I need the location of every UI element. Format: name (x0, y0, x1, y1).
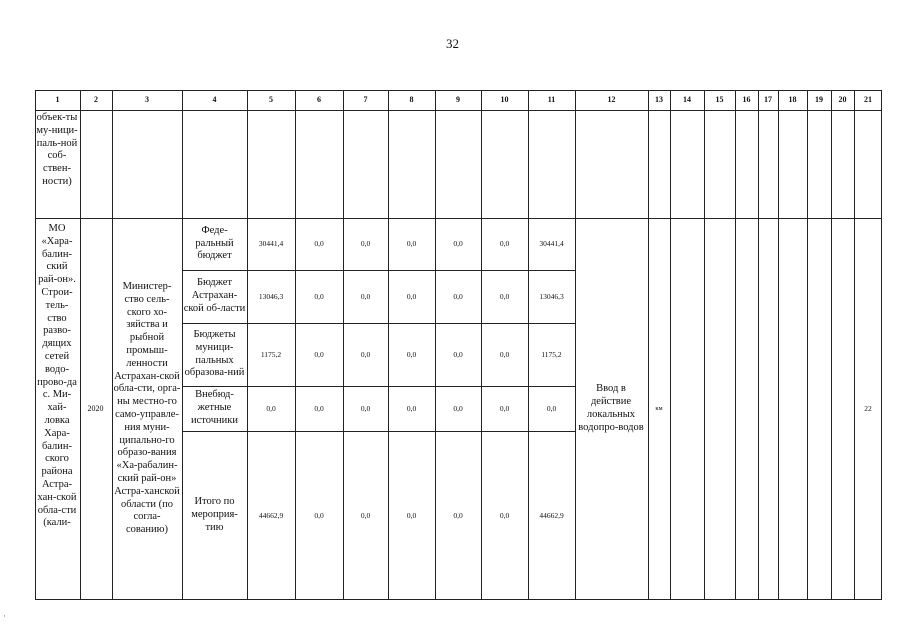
funding-value: 0,0 (453, 349, 463, 359)
col21-value-cell: 22 (864, 404, 872, 414)
funding-value: 0,0 (314, 291, 324, 301)
column-header: 3 (145, 95, 149, 105)
funding-value: 0,0 (360, 349, 371, 359)
funding-value: 0,0 (406, 349, 417, 359)
funding-value: 44662,9 (539, 510, 564, 520)
funding-value: 0,0 (406, 239, 417, 249)
funding-value: 0,0 (499, 510, 510, 520)
funding-value: 0,0 (546, 403, 557, 413)
funding-value: 0,0 (360, 291, 371, 301)
column-header: 4 (212, 95, 217, 105)
carryover-object-name: объек-ты му-ници-паль-ной соб-ствен-ности) (36, 112, 78, 187)
indicator-cell: Ввод в действие локальных водопро-водов (578, 383, 644, 433)
funding-source-label: Итого по мероприя-тию (191, 496, 238, 533)
column-header: 5 (269, 95, 273, 105)
funding-value: 0,0 (314, 349, 324, 359)
funding-value: 13046,3 (258, 291, 284, 301)
column-header: 9 (456, 95, 460, 105)
funding-value: 13046,3 (539, 291, 564, 301)
column-header: 18 (788, 95, 797, 105)
column-header: 6 (317, 95, 321, 105)
funding-value: 44662,9 (258, 510, 284, 520)
funding-source-label: Бюджеты муници-пальных образова-ний (184, 328, 245, 379)
column-header: 12 (607, 95, 616, 105)
funding-value: 0,0 (314, 403, 324, 413)
funding-value: 0,0 (499, 349, 510, 359)
funding-value: 0,0 (314, 239, 324, 249)
object-name-cell: МО «Хара-балин-ский рай-он». Строи-тель-ство разво-дящих сетей водо-прово-да с. Ми-хай-ловка Хара-балин-ского района Астра-хан-ской обла-сти (кали- (37, 223, 77, 529)
funding-value: 0,0 (499, 291, 510, 301)
column-header: 19 (815, 95, 823, 105)
column-header: 14 (683, 95, 691, 105)
funding-value: 1175,2 (541, 349, 562, 359)
funding-value: 0,0 (453, 510, 463, 520)
funding-source-label: Внебюд-жетные источники (191, 389, 238, 426)
column-header: 10 (500, 95, 509, 105)
funding-value: 0,0 (499, 403, 510, 413)
funding-value: 0,0 (406, 291, 417, 301)
financing-table (35, 90, 882, 600)
funding-value: 30441,4 (258, 239, 284, 249)
column-header: 7 (363, 95, 368, 105)
column-header: 13 (655, 95, 663, 105)
funding-value: 1175,2 (260, 349, 282, 359)
funding-value: 0,0 (406, 510, 417, 520)
funding-value: 0,0 (314, 510, 324, 520)
column-header: 17 (764, 95, 772, 105)
column-header: 8 (409, 95, 414, 105)
column-header: 15 (715, 95, 724, 105)
funding-value: 0,0 (453, 291, 463, 301)
funding-value: 0,0 (453, 403, 463, 413)
funding-value: 0,0 (360, 510, 371, 520)
funding-value: 0,0 (266, 403, 276, 413)
funding-value: 0,0 (360, 239, 371, 249)
funding-value: 0,0 (453, 239, 463, 249)
funding-value: 0,0 (499, 239, 510, 249)
column-header: 1 (55, 95, 60, 105)
scan-mark: · (3, 611, 6, 621)
funding-value: 0,0 (406, 403, 417, 413)
column-header: 21 (864, 95, 872, 105)
funding-source-label: Бюджет Астрахан-ской об-ласти (183, 277, 246, 314)
column-header: 2 (94, 95, 98, 105)
year-cell: 2020 (87, 404, 104, 414)
column-header: 11 (547, 95, 556, 105)
page-number: 32 (446, 36, 459, 51)
unit-cell: км (655, 405, 663, 413)
funding-source-label: Феде-ральный бюджет (195, 224, 234, 262)
column-header: 16 (742, 95, 751, 105)
executor-cell: Министер-ство сель-ского хо-зяйства и рыбной промыш-ленности Астрахан-ской обла-сти, орга-ны местно-го само-управле-ния муни-ципально-го образо-вания «Ха-рабалин-ский рай-он» Астра-ханской области (по согла-сованию) (113, 281, 181, 536)
funding-value: 0,0 (360, 403, 371, 413)
column-header: 20 (838, 95, 847, 105)
funding-value: 30441,4 (539, 239, 564, 249)
